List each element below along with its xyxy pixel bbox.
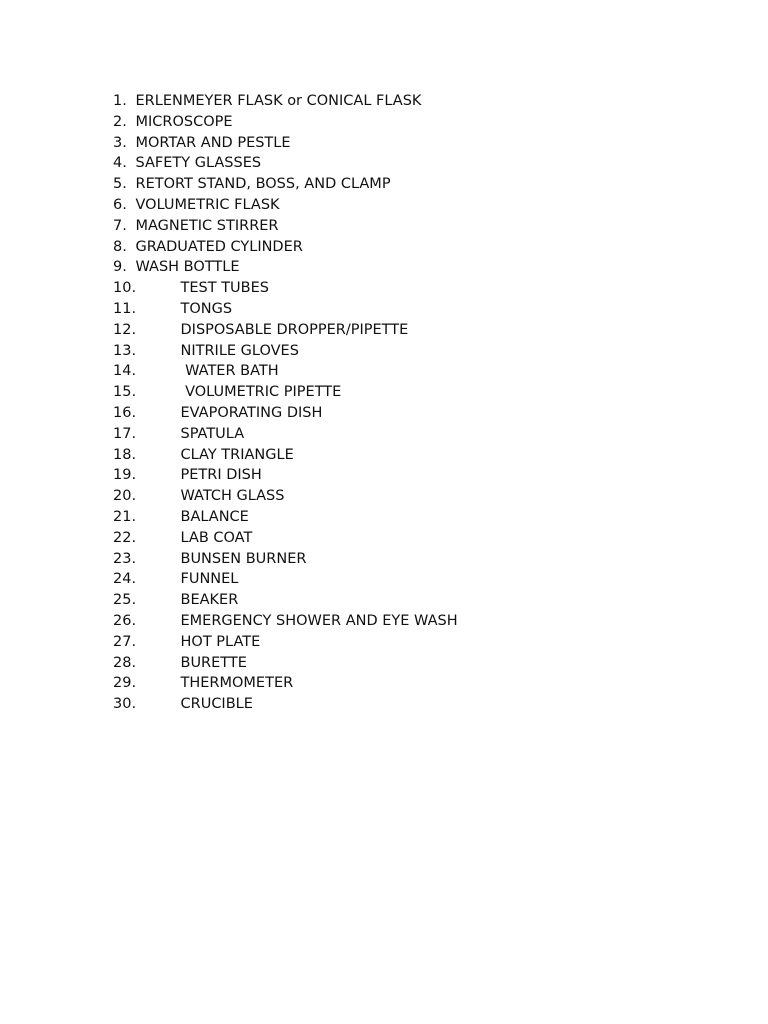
item-number: 4. xyxy=(113,155,127,172)
item-number: 17. xyxy=(113,425,137,442)
item-label: WATER BATH xyxy=(180,363,279,380)
item-label: PETRI DISH xyxy=(180,467,262,484)
item-label: HOT PLATE xyxy=(180,633,261,650)
item-label: LAB COAT xyxy=(180,529,253,546)
item-label: EMERGENCY SHOWER AND EYE WASH xyxy=(180,612,458,629)
item-number: 2. xyxy=(113,113,127,130)
item-number: 25. xyxy=(113,592,137,609)
item-label: THERMOMETER xyxy=(180,675,294,692)
item-label: TEST TUBES xyxy=(180,280,269,297)
item-number: 11. xyxy=(113,300,137,317)
item-number: 9. xyxy=(113,259,127,276)
item-number: 23. xyxy=(113,550,137,567)
item-number: 10. xyxy=(113,280,137,297)
item-label: CLAY TRIANGLE xyxy=(180,446,294,463)
item-number: 1. xyxy=(113,93,127,109)
item-label: VOLUMETRIC PIPETTE xyxy=(180,384,342,401)
item-number: 26. xyxy=(113,612,137,629)
item-number: 27. xyxy=(113,633,137,650)
item-number: 5. xyxy=(113,176,127,193)
item-label: CRUCIBLE xyxy=(180,696,253,713)
item-label: VOLUMETRIC FLASK xyxy=(135,196,280,213)
item-number: 28. xyxy=(113,654,137,671)
item-label: NITRILE GLOVES xyxy=(180,342,299,359)
item-label: BUNSEN BURNER xyxy=(180,550,307,567)
item-number: 22. xyxy=(113,529,137,546)
item-number: 19. xyxy=(113,467,137,484)
item-label: TONGS xyxy=(180,300,233,317)
item-number: 30. xyxy=(113,696,137,713)
item-label: RETORT STAND, BOSS, AND CLAMP xyxy=(135,176,391,193)
item-label: DISPOSABLE DROPPER/PIPETTE xyxy=(180,321,409,338)
item-label: EVAPORATING DISH xyxy=(180,404,323,421)
item-label: WATCH GLASS xyxy=(180,488,285,505)
item-number: 13. xyxy=(113,342,137,359)
item-label: SAFETY GLASSES xyxy=(135,155,262,172)
item-number: 12. xyxy=(113,321,137,338)
item-number: 21. xyxy=(113,508,137,525)
item-number: 16. xyxy=(113,404,137,421)
item-number: 6. xyxy=(113,196,127,213)
item-number: 20. xyxy=(113,488,137,505)
item-number: 14. xyxy=(113,363,137,380)
item-number: 15. xyxy=(113,384,137,401)
item-number: 24. xyxy=(113,571,137,588)
item-label: GRADUATED CYLINDER xyxy=(135,238,303,255)
item-label: BALANCE xyxy=(180,508,249,525)
item-number: 7. xyxy=(113,217,127,234)
item-label: MICROSCOPE xyxy=(135,113,233,130)
item-label: MAGNETIC STIRRER xyxy=(135,217,279,234)
item-label: SPATULA xyxy=(180,425,245,442)
item-label: WASH BOTTLE xyxy=(135,259,240,276)
item-number: 3. xyxy=(113,134,127,151)
item-number: 29. xyxy=(113,675,137,692)
item-number: 18. xyxy=(113,446,137,463)
item-label: BEAKER xyxy=(180,592,239,609)
item-number: 8. xyxy=(113,238,127,255)
item-label: FUNNEL xyxy=(180,571,239,588)
item-label: ERLENMEYER FLASK or CONICAL FLASK xyxy=(135,93,422,109)
item-label: BURETTE xyxy=(180,654,247,671)
item-label: MORTAR AND PESTLE xyxy=(135,134,291,151)
